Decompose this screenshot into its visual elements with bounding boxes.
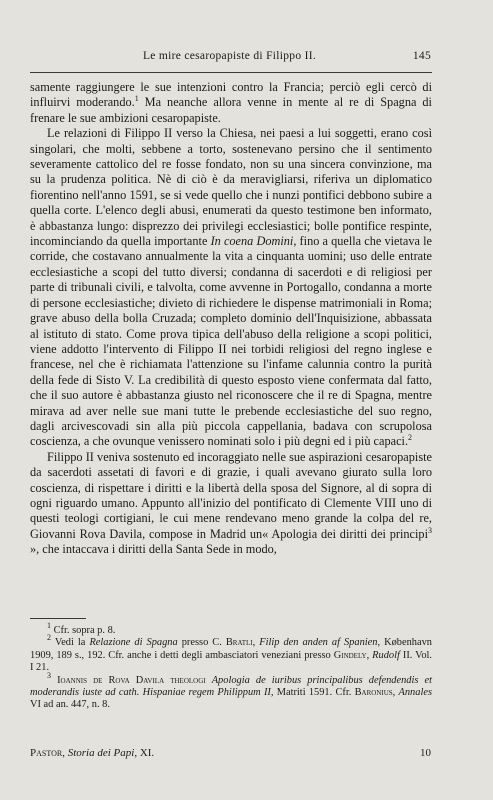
running-header: [28, 50, 431, 68]
paragraph-1: samente raggiungere le sue intenzioni contro la Francia; perciò egli cercò di influirvi moderando.$^1$ Ma neanche allora venne in mente al re di Spagna di frenare le sue ambizioni cesaropapiste.: [30, 80, 432, 125]
footer-author: Pastor: [30, 747, 63, 759]
page-number: 145: [412, 50, 431, 62]
footnote-rule: [30, 618, 86, 619]
footnote-ref-3: 3: [428, 525, 432, 535]
footnote-2: $^2$ Vedi la Relazione di Spagna presso C. Bratli, Filip den anden af Spanien, København 1909, 189 s., 192. Cfr. anche i detti degli ambasciatori veneziani presso Gindely, Rudolf II. Vol. I 21.: [30, 633, 433, 674]
signature-mark: 10: [420, 747, 431, 759]
footer-volume: , XI.: [134, 747, 155, 759]
footnotes: [30, 621, 433, 712]
footnote-ref-1: 1: [134, 94, 139, 104]
footer-work: Storia dei Papi: [67, 747, 135, 759]
footnote-ref-2: 2: [408, 433, 413, 443]
header-rule: [30, 72, 432, 73]
footnote-1: $^1$ Cfr. sopra p. 8.: [47, 621, 116, 636]
italic-title: In coena Domini: [210, 234, 294, 249]
paragraph-3: Filippo II veniva sostenuto ed incoraggiato nelle sue aspirazioni cesaropapiste da sacerdoti assetati di favori e di grazie, i quali avevano giurato sulla loro coscienza, di rispettare i diritti e la libertà della sposa del Signore, al di sopra di ogni riguardo umano. Appunto all'inizio del pontificato di Clemente VIII uno di questi teologi cortigiani, le cui mene rendevano meno grande la colpa del re, Giovanni Rova Davila, compose in Madrid un« Apologia dei diritti dei principi$^3$ », che intaccava i diritti della Santa Sede in modo,: [30, 449, 432, 557]
main-text: [30, 80, 432, 558]
page-footer: Pastor, Storia dei Papi, XI. 10: [30, 747, 431, 759]
paragraph-2: Le relazioni di Filippo II verso la Chiesa, nei paesi a lui soggetti, erano così singolari, che molti, sebbene a torto, sostenevano persino che il sentimento severamente cattolico del re fosse fondato, non su una sincera convinzione, ma su la prudenza politica. Nè di ciò è da meravigliarsi, riferiva un diplomatico fiorentino nell'anno 1591, se si vede quello che i nunzi pontifici debbono subire a quella corte. L'elenco degli abusi, enumerati da questo testimone ben informato, è abbastanza lungo: disprezzo dei privilegi ecclesiastici; bolle pontifice respinte, incominciando da quella importante In coena Domini, fino a quella che vietava le corride, che costavano annualmente la vita a cinquanta uomini; uso delle entrate ecclesiastiche a scopi del tutto diversi; condanna di sacerdoti e di religiosi per parte di tribunali civili, e talvolta, come avvenne in Portogallo, condanna a morte di persone ecclesiastiche; divieto di richiedere le dispense matrimoniali in Roma; grave abuso della bolla Cruzada; completo dominio dell'Inquisizione, abbassata al istituto di stato. Come prova tipica dell'abuso della religione a scopi politici, viene addotto l'intervento di Filippo II nei torbidi religiosi del regno inglese e francese, nel che è richiamata l'attenzione su l'infame calunnia contro la purità della fede di Sisto V. La credibilità di questo esposto viene confermata dal fatto, che il suo autore è abbastanza giusto nel riconoscere che il re di Spagna, mentre mirava ad aver nelle sue mani tutte le prebende ecclesiastiche del suo regno, dagli arcivescovadi sin alla più piccola cappellania, badava con scrupolosa coscienza, a che ovunque venissero nominati solo i più degni ed i più capaci.$^2$: [30, 126, 432, 449]
footnote-3: $^3$ Ioannis de Rova Davila theologi Apologia de iuribus principalibus defendendis et moderandis iuste ad cath. Hispaniae regem Philippum II, Matriti 1591. Cfr. Baronius, Annales VI ad an. 447, n. 8.: [30, 670, 433, 711]
running-title: Le mire cesaropapiste di Filippo II.: [142, 50, 317, 62]
